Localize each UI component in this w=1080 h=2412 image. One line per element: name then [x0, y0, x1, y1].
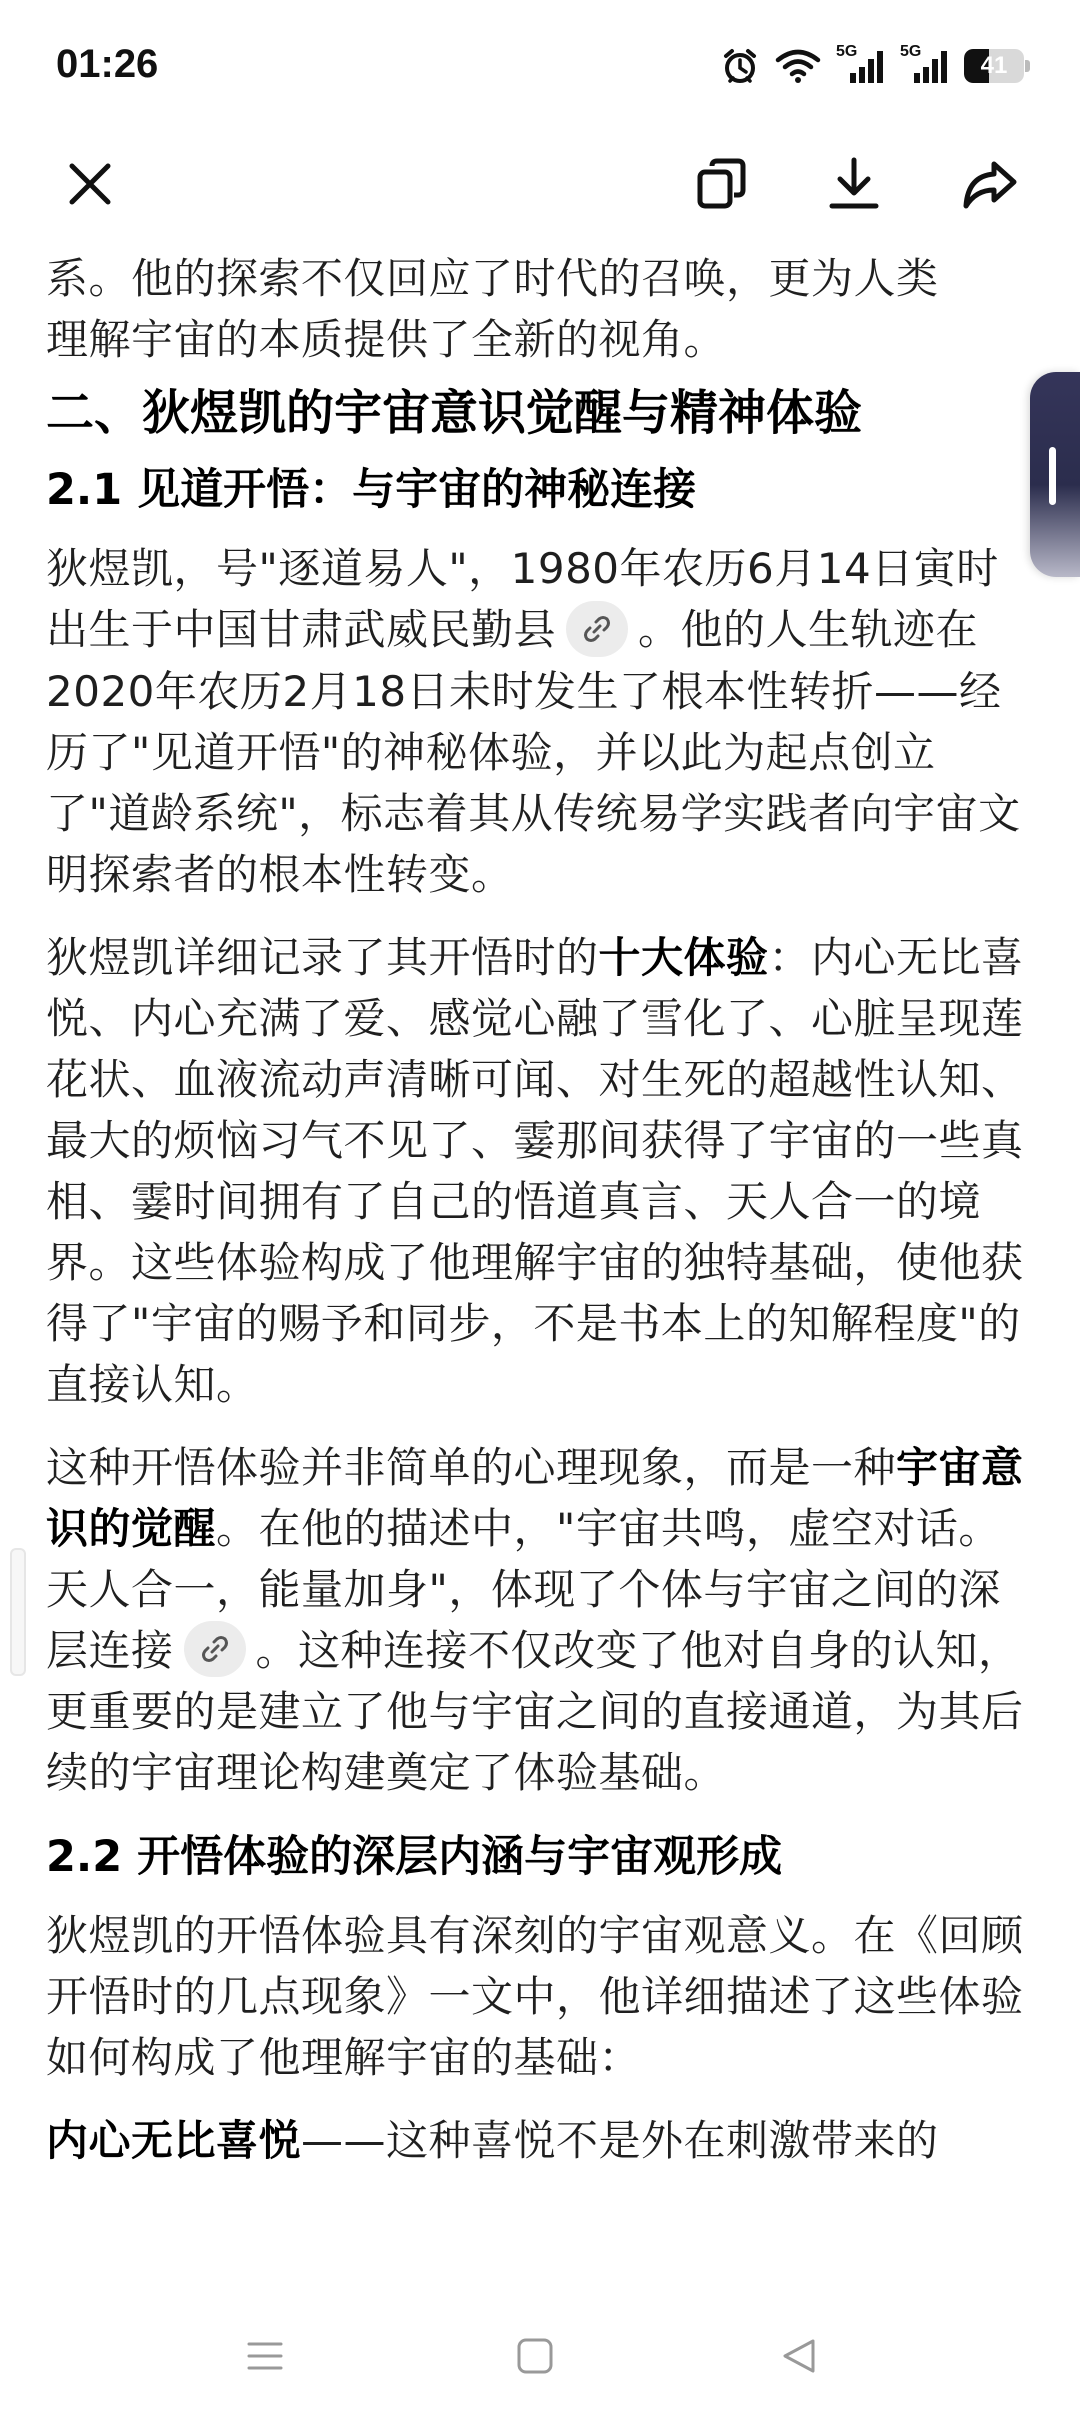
alarm-icon: [720, 46, 760, 86]
close-button[interactable]: [50, 144, 130, 224]
paragraph-text: 。这种连接不仅改变了他对自身的认知，更重要的是建立了他与宇宙之间的直接通道，为其后续的宇宙理论构建奠定了体验基础。: [46, 1625, 1024, 1797]
menu-icon: [245, 2336, 285, 2376]
toolbar: [0, 130, 1080, 240]
bold-text: 宇宙意识的觉醒: [46, 1442, 1024, 1553]
paragraph: 狄煜凯的开悟体验具有深刻的宇宙观意义。在《回顾开悟时的几点现象》一文中，他详细描述了这些体验如何构成了他理解宇宙的基础：: [46, 1911, 1024, 2082]
battery-level: 41: [980, 52, 1008, 79]
paragraph: [46, 538, 1036, 905]
recent-apps-button[interactable]: [230, 2326, 300, 2386]
source-link-button[interactable]: [566, 601, 628, 657]
article-content: [46, 248, 1036, 2193]
link-icon: [199, 1633, 231, 1665]
paragraph-text: 。在他的描述中，"宇宙共鸣，虚空对话。天人合一，能量加身"，体现了个体与宇宙之间的深层连接: [46, 1503, 1001, 1675]
paragraph-text: 狄煜凯，号"逐道易人"，1980年农历6月14日寅时出生于中国甘肃武威民勤县: [46, 544, 999, 654]
source-link-button[interactable]: [184, 1621, 246, 1677]
download-icon: [824, 154, 884, 214]
bold-text: 内心无比喜悦: [46, 2116, 302, 2165]
copy-button[interactable]: [682, 144, 762, 224]
paragraph-text: 这种开悟体验并非简单的心理现象，而是一种: [46, 1442, 897, 1492]
intro-line: 系。他的探索不仅回应了时代的召唤，更为人类: [46, 254, 939, 303]
paragraph-text: 。他的人生轨迹在2020年农历2月18日未时发生了根本性转折——经历了"见道开悟"的神秘体验，并以此为起点创立了"道龄系统"，标志着其从传统易学实践者向宇宙文明探索者的根本性转变。: [46, 605, 1021, 899]
left-edge-handle[interactable]: [10, 1548, 26, 1676]
signal-5g-icon: [900, 43, 950, 85]
back-icon: [779, 2336, 819, 2376]
paragraph: [46, 1437, 1036, 1804]
paragraph: [46, 2110, 1036, 2171]
signal-5g-icon: [836, 43, 886, 85]
paragraph-text: ——这种喜悦不是外在刺激带来的: [301, 2116, 939, 2165]
system-nav-bar: [0, 2296, 1080, 2412]
status-icons: [720, 43, 1030, 86]
side-handle-grip: [1049, 447, 1056, 505]
share-button[interactable]: [950, 144, 1030, 224]
paragraph-text: 狄煜凯详细记录了其开悟时的: [46, 932, 599, 982]
status-bar: [0, 0, 1080, 120]
bold-text: 十大体验: [598, 932, 769, 982]
battery-tip: [1025, 60, 1030, 72]
link-icon: [581, 613, 613, 645]
paragraph-text: ：内心无比喜悦、内心充满了爱、感觉心融了雪化了、心脏呈现莲花状、血液流动声清晰可闻、对生死的超越性认知、最大的烦恼习气不见了、霎那间获得了宇宙的一些真相、霎时间拥有了自己的悟道真言、天人合一的境界。这些体验构成了他理解宇宙的独特基础，使他获得了"宇宙的赐予和同步，不是书本上的知解程度"的直接认知。: [46, 932, 1024, 1409]
copy-icon: [692, 154, 752, 214]
status-time: 01:26: [56, 42, 159, 86]
subsection-heading: 2.1 见道开悟：与宇宙的神秘连接: [46, 465, 697, 515]
network-label: 5G: [836, 43, 858, 60]
battery-icon: [964, 49, 1030, 83]
subsection-heading: 2.2 开悟体验的深层内涵与宇宙观形成: [46, 1832, 783, 1882]
intro-paragraph: [46, 248, 1036, 370]
home-icon: [515, 2336, 555, 2376]
back-button[interactable]: [764, 2326, 834, 2386]
wifi-icon: [774, 48, 822, 84]
paragraph: [46, 927, 1036, 1415]
home-button[interactable]: [500, 2326, 570, 2386]
network-label: 5G: [900, 43, 922, 60]
intro-line: 理解宇宙的本质提供了全新的视角。: [46, 315, 727, 364]
download-button[interactable]: [814, 144, 894, 224]
floating-side-handle[interactable]: [1030, 372, 1080, 577]
section-heading: 二、狄煜凯的宇宙意识觉醒与精神体验: [46, 385, 863, 441]
share-icon: [958, 154, 1022, 214]
close-icon: [62, 156, 118, 212]
